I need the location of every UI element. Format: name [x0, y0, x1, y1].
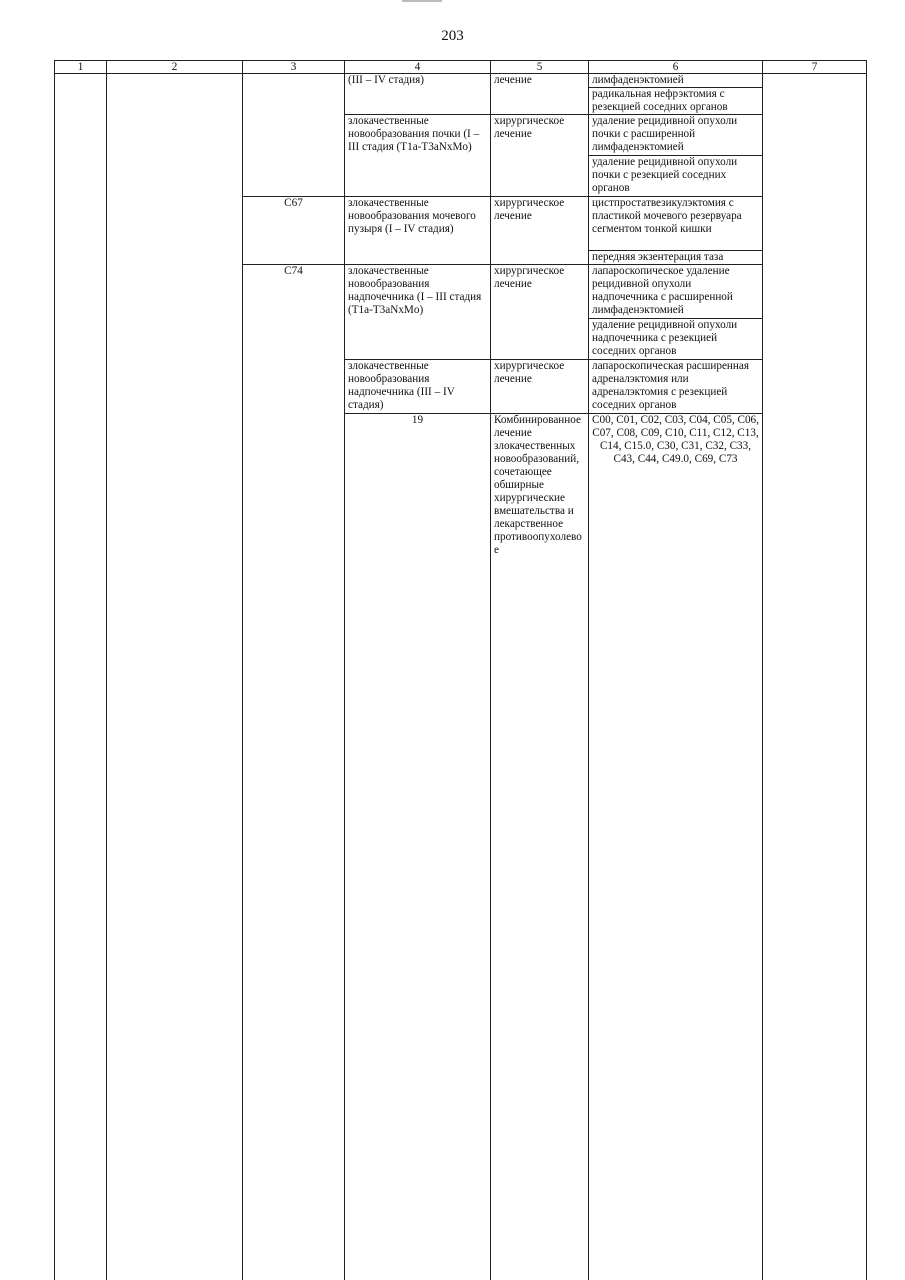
cell-method: лапароскопическое удаление рецидивной опухоли надпочечника с расширенной лимфаденэктомией: [589, 265, 763, 319]
cell-number: 19: [345, 414, 491, 1280]
medical-care-table: [54, 60, 867, 1280]
cell-diagnosis: злокачественные новообразования надпочечника (I – III стадия (T1a-T3aNxMo): [345, 265, 491, 360]
col-header-7: 7: [763, 61, 867, 74]
cell-code: C67: [243, 197, 345, 265]
cell-diagnosis: злокачественные новообразования надпочечника (III – IV стадия): [345, 360, 491, 414]
col-header-4: 4: [345, 61, 491, 74]
cell-treatment: хирургическое лечение: [491, 360, 589, 414]
cell-codes: C00, C01, C02, C03, C04, C05, C06, C07, C08, C09, C10, C11, C12, C13, C14, C15.0, C30, C31, C32, C33, C43, C44, C49.0, C69, C73: [589, 414, 763, 1280]
cell-method: цистпростатвезикулэктомия с пластикой мочевого резервуара сегментом тонкой кишки: [589, 197, 763, 251]
cell-diagnosis: (III – IV стадия): [345, 74, 491, 115]
cell-method: удаление рецидивной опухоли почки с расширенной лимфаденэктомией: [589, 115, 763, 156]
cell-method: передняя экзентерация таза: [589, 251, 763, 265]
cell-treatment: лечение: [491, 74, 589, 115]
cell-treatment: хирургическое лечение: [491, 115, 589, 197]
cell-col7-empty: [763, 74, 867, 1280]
cell-name: Комбинированное лечение злокачественных новообразований, сочетающее обширные хирургические вмешательства и лекарственное противоопухолевое: [491, 414, 589, 1280]
cell-method: удаление рецидивной опухоли надпочечника с резекцией соседних органов: [589, 319, 763, 360]
cell-method: лимфаденэктомией: [589, 74, 763, 88]
col-header-1: 1: [55, 61, 107, 74]
cell-method: лапароскопическая расширенная адреналэктомия или адреналэктомия с резекцией соседних органов: [589, 360, 763, 414]
col-header-6: 6: [589, 61, 763, 74]
cell-name-empty: [107, 74, 243, 1280]
col-header-3: 3: [243, 61, 345, 74]
cell-treatment: хирургическое лечение: [491, 197, 589, 265]
cell-treatment: хирургическое лечение: [491, 265, 589, 360]
col-header-5: 5: [491, 61, 589, 74]
col-header-2: 2: [107, 61, 243, 74]
cell-diagnosis: злокачественные новообразования почки (I – III стадия (T1a-T3aNxMo): [345, 115, 491, 197]
cell-code: C74: [243, 265, 345, 1280]
cell-code-empty: [243, 74, 345, 197]
cell-number-empty: [55, 74, 107, 1280]
header-row: [55, 61, 867, 74]
cell-diagnosis: злокачественные новообразования мочевого пузыря (I – IV стадия): [345, 197, 491, 265]
page-number: 203: [0, 28, 905, 45]
cell-method: радикальная нефрэктомия с резекцией соседних органов: [589, 88, 763, 115]
top-mark: [402, 0, 442, 2]
cell-method: удаление рецидивной опухоли почки с резекцией соседних органов: [589, 156, 763, 197]
table-row: [55, 74, 867, 88]
